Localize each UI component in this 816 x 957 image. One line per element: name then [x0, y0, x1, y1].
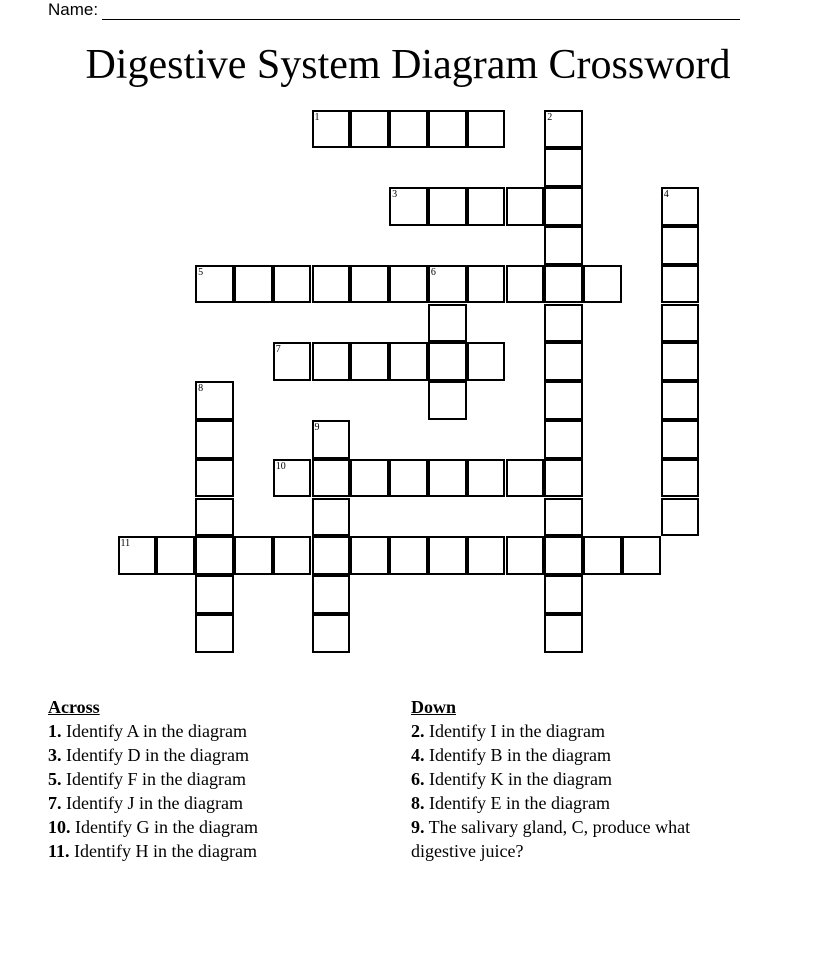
crossword-cell[interactable] [156, 536, 195, 575]
clue-across-7: 7. Identify J in the diagram [48, 793, 243, 813]
across-heading: Across [48, 697, 100, 717]
crossword-cell[interactable] [544, 342, 583, 381]
name-label: Name: [48, 0, 99, 19]
crossword-cell[interactable] [661, 381, 700, 420]
page-title: Digestive System Diagram Crossword [85, 42, 731, 88]
crossword-cell[interactable] [389, 265, 428, 304]
crossword-cell[interactable] [544, 110, 583, 149]
crossword-cell[interactable] [312, 459, 351, 498]
crossword-cell[interactable] [195, 614, 234, 653]
clue-number: 2 [547, 111, 553, 123]
crossword-cell[interactable] [544, 614, 583, 653]
clue-down-9: 9. The salivary gland, C, produce what digestive juice? [411, 817, 691, 861]
crossword-cell[interactable] [544, 459, 583, 498]
crossword-cell[interactable] [195, 536, 234, 575]
crossword-cell[interactable] [506, 187, 545, 226]
crossword-cell[interactable] [428, 342, 467, 381]
crossword-cell[interactable] [661, 342, 700, 381]
crossword-cell[interactable] [428, 187, 467, 226]
crossword-cell[interactable] [195, 420, 234, 459]
clue-across-3: 3. Identify D in the diagram [48, 745, 249, 765]
clue-number: 5 [198, 266, 204, 278]
crossword-cell[interactable] [661, 420, 700, 459]
crossword-cell[interactable] [544, 575, 583, 614]
clue-across-11: 11. Identify H in the diagram [48, 841, 257, 861]
clue-across-5: 5. Identify F in the diagram [48, 769, 246, 789]
crossword-cell[interactable] [467, 265, 506, 304]
crossword-cell[interactable] [467, 536, 506, 575]
crossword-cell[interactable] [195, 459, 234, 498]
crossword-cell[interactable] [312, 536, 351, 575]
crossword-cell[interactable] [312, 575, 351, 614]
crossword-cell[interactable] [350, 110, 389, 149]
crossword-cell[interactable] [195, 575, 234, 614]
crossword-cell[interactable] [506, 265, 545, 304]
crossword-cell[interactable] [312, 420, 351, 459]
crossword-cell[interactable] [467, 342, 506, 381]
crossword-cell[interactable] [273, 342, 312, 381]
crossword-cell[interactable] [544, 148, 583, 187]
crossword-cell[interactable] [273, 459, 312, 498]
crossword-cell[interactable] [234, 265, 273, 304]
crossword-cell[interactable] [544, 420, 583, 459]
crossword-cell[interactable] [583, 265, 622, 304]
crossword-cell[interactable] [234, 536, 273, 575]
crossword-cell[interactable] [389, 536, 428, 575]
crossword-cell[interactable] [195, 498, 234, 537]
clue-number: 9 [314, 421, 320, 433]
crossword-cell[interactable] [428, 265, 467, 304]
crossword-cell[interactable] [467, 459, 506, 498]
down-heading: Down [411, 697, 457, 717]
crossword-cell[interactable] [428, 304, 467, 343]
crossword-cell[interactable] [312, 342, 351, 381]
crossword-cell[interactable] [661, 304, 700, 343]
crossword-cell[interactable] [428, 381, 467, 420]
clue-across-1: 1. Identify A in the diagram [48, 721, 247, 741]
crossword-cell[interactable] [273, 265, 312, 304]
crossword-cell[interactable] [428, 536, 467, 575]
clue-number: 4 [663, 189, 669, 201]
clue-number: 10 [275, 460, 286, 472]
crossword-cell[interactable] [350, 265, 389, 304]
crossword-cell[interactable] [544, 187, 583, 226]
crossword-cell[interactable] [195, 381, 234, 420]
clue-number: 11 [120, 538, 131, 550]
crossword-cell[interactable] [544, 265, 583, 304]
crossword-cell[interactable] [273, 536, 312, 575]
crossword-cell[interactable] [583, 536, 622, 575]
crossword-cell[interactable] [428, 459, 467, 498]
crossword-cell[interactable] [428, 110, 467, 149]
crossword-cell[interactable] [661, 498, 700, 537]
crossword-cell[interactable] [312, 614, 351, 653]
crossword-cell[interactable] [350, 536, 389, 575]
crossword-cell[interactable] [544, 381, 583, 420]
crossword-cell[interactable] [544, 498, 583, 537]
crossword-cell[interactable] [544, 304, 583, 343]
crossword-cell[interactable] [544, 536, 583, 575]
crossword-cell[interactable] [661, 226, 700, 265]
clue-down-6: 6. Identify K in the diagram [411, 769, 612, 789]
clue-number: 1 [314, 111, 320, 123]
crossword-cell[interactable] [312, 498, 351, 537]
down-clues [411, 695, 741, 863]
crossword-cell[interactable] [350, 342, 389, 381]
crossword-cell[interactable] [506, 459, 545, 498]
clue-down-8: 8. Identify E in the diagram [411, 793, 610, 813]
crossword-cell[interactable] [467, 187, 506, 226]
clue-number: 6 [430, 266, 436, 278]
crossword-cell[interactable] [467, 110, 506, 149]
crossword-cell[interactable] [350, 459, 389, 498]
clue-across-10: 10. Identify G in the diagram [48, 817, 258, 837]
clue-down-4: 4. Identify B in the diagram [411, 745, 611, 765]
crossword-cell[interactable] [312, 110, 351, 149]
clue-number: 8 [198, 383, 204, 395]
crossword-cell[interactable] [389, 187, 428, 226]
crossword-cell[interactable] [661, 265, 700, 304]
clue-number: 7 [275, 344, 281, 356]
crossword-cell[interactable] [312, 265, 351, 304]
crossword-cell[interactable] [622, 536, 661, 575]
crossword-cell[interactable] [389, 342, 428, 381]
crossword-cell[interactable] [661, 187, 700, 226]
clue-down-2: 2. Identify I in the diagram [411, 721, 605, 741]
clue-number: 3 [392, 189, 398, 201]
crossword-cell[interactable] [506, 536, 545, 575]
crossword-cell[interactable] [195, 265, 234, 304]
crossword-cell[interactable] [118, 536, 157, 575]
crossword-cell[interactable] [661, 459, 700, 498]
crossword-cell[interactable] [389, 110, 428, 149]
across-clues [48, 695, 378, 863]
crossword-cell[interactable] [389, 459, 428, 498]
crossword-cell[interactable] [544, 226, 583, 265]
